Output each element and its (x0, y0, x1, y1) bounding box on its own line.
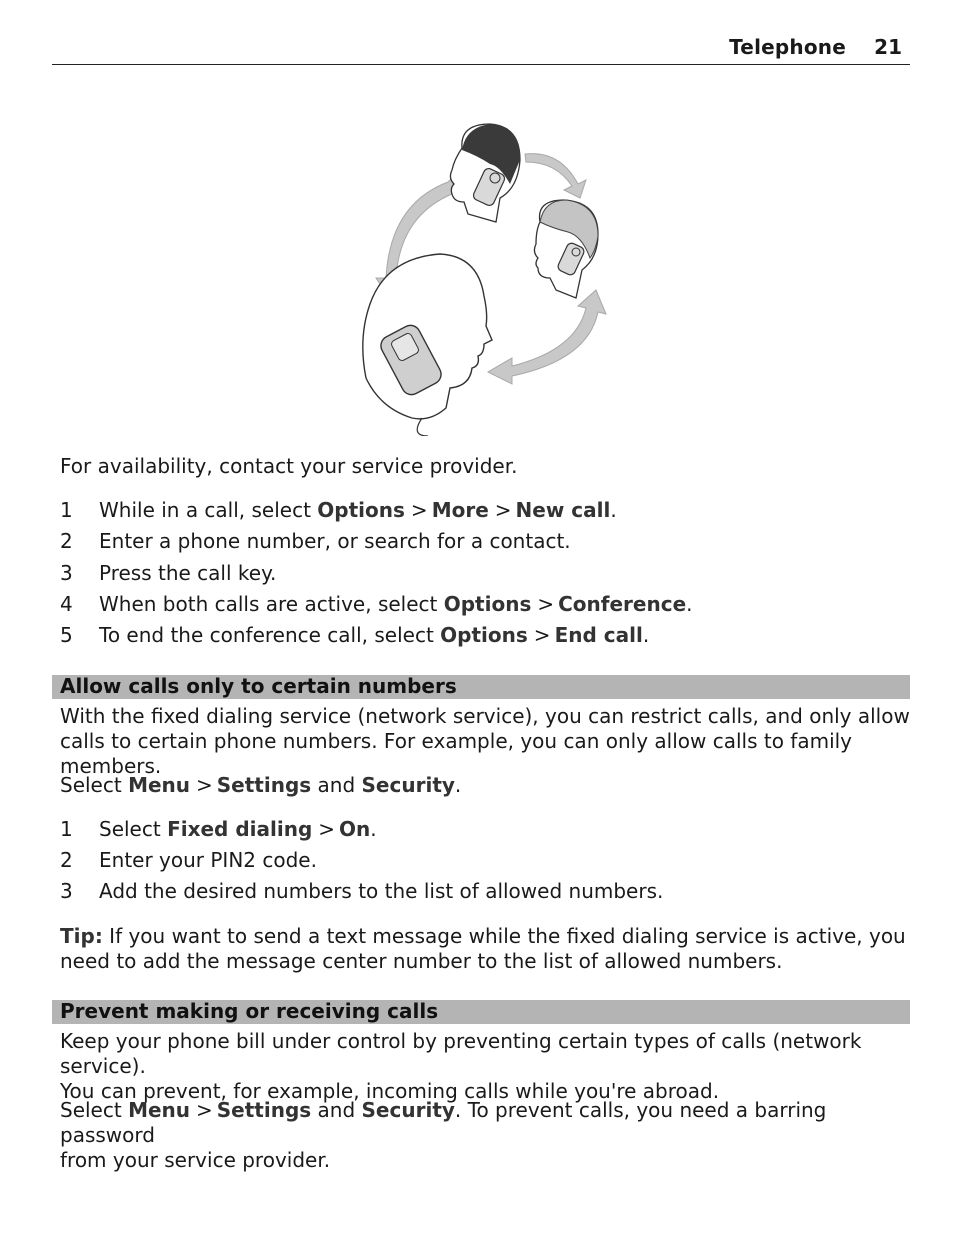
paragraph: Select Menu > Settings and Security. (60, 773, 462, 797)
menu-path-options: Options (443, 592, 532, 616)
section-title: Allow calls only to certain numbers (60, 674, 457, 698)
menu-path-on: On (339, 817, 371, 841)
menu-path-settings: Settings (216, 1098, 312, 1122)
menu-path-security: Security (361, 1098, 455, 1122)
menu-path-new-call: New call (515, 498, 611, 522)
menu-path-menu: Menu (128, 1098, 191, 1122)
intro-paragraph: For availability, contact your service provider. (60, 454, 518, 478)
menu-path-options: Options (440, 623, 528, 647)
tip-label: Tip: (60, 924, 103, 948)
menu-path-security: Security (361, 773, 455, 797)
menu-path-end-call: End call (554, 623, 643, 647)
header-title: Telephone (729, 35, 846, 59)
paragraph: Keep your phone bill under control by preventing certain types of calls (network service). You can prevent, for example, incoming calls while you're abroad. (60, 1029, 862, 1103)
paragraph: Select Menu > Settings and Security. To prevent calls, you need a barring password from your service provider. (60, 1098, 827, 1172)
tip-paragraph: Tip: If you want to send a text message while the fixed dialing service is active, you need to add the message center number to the list of allowed numbers. (60, 924, 906, 973)
menu-path-fixed-dialing: Fixed dialing (167, 817, 313, 841)
menu-path-menu: Menu (128, 773, 191, 797)
menu-path-options: Options (317, 498, 405, 522)
page-number: 21 (874, 35, 902, 59)
menu-path-more: More (431, 498, 489, 522)
section-heading (52, 1000, 910, 1024)
conference-call-illustration (350, 118, 610, 436)
section-heading (52, 675, 910, 699)
menu-path-conference: Conference (558, 592, 687, 616)
page-header (52, 30, 910, 65)
paragraph: With the fixed dialing service (network service), you can restrict calls, and only allow calls to certain phone numbers. For example, you can only allow calls to family members. (60, 704, 910, 778)
menu-path-settings: Settings (216, 773, 312, 797)
section-title: Prevent making or receiving calls (60, 999, 439, 1023)
